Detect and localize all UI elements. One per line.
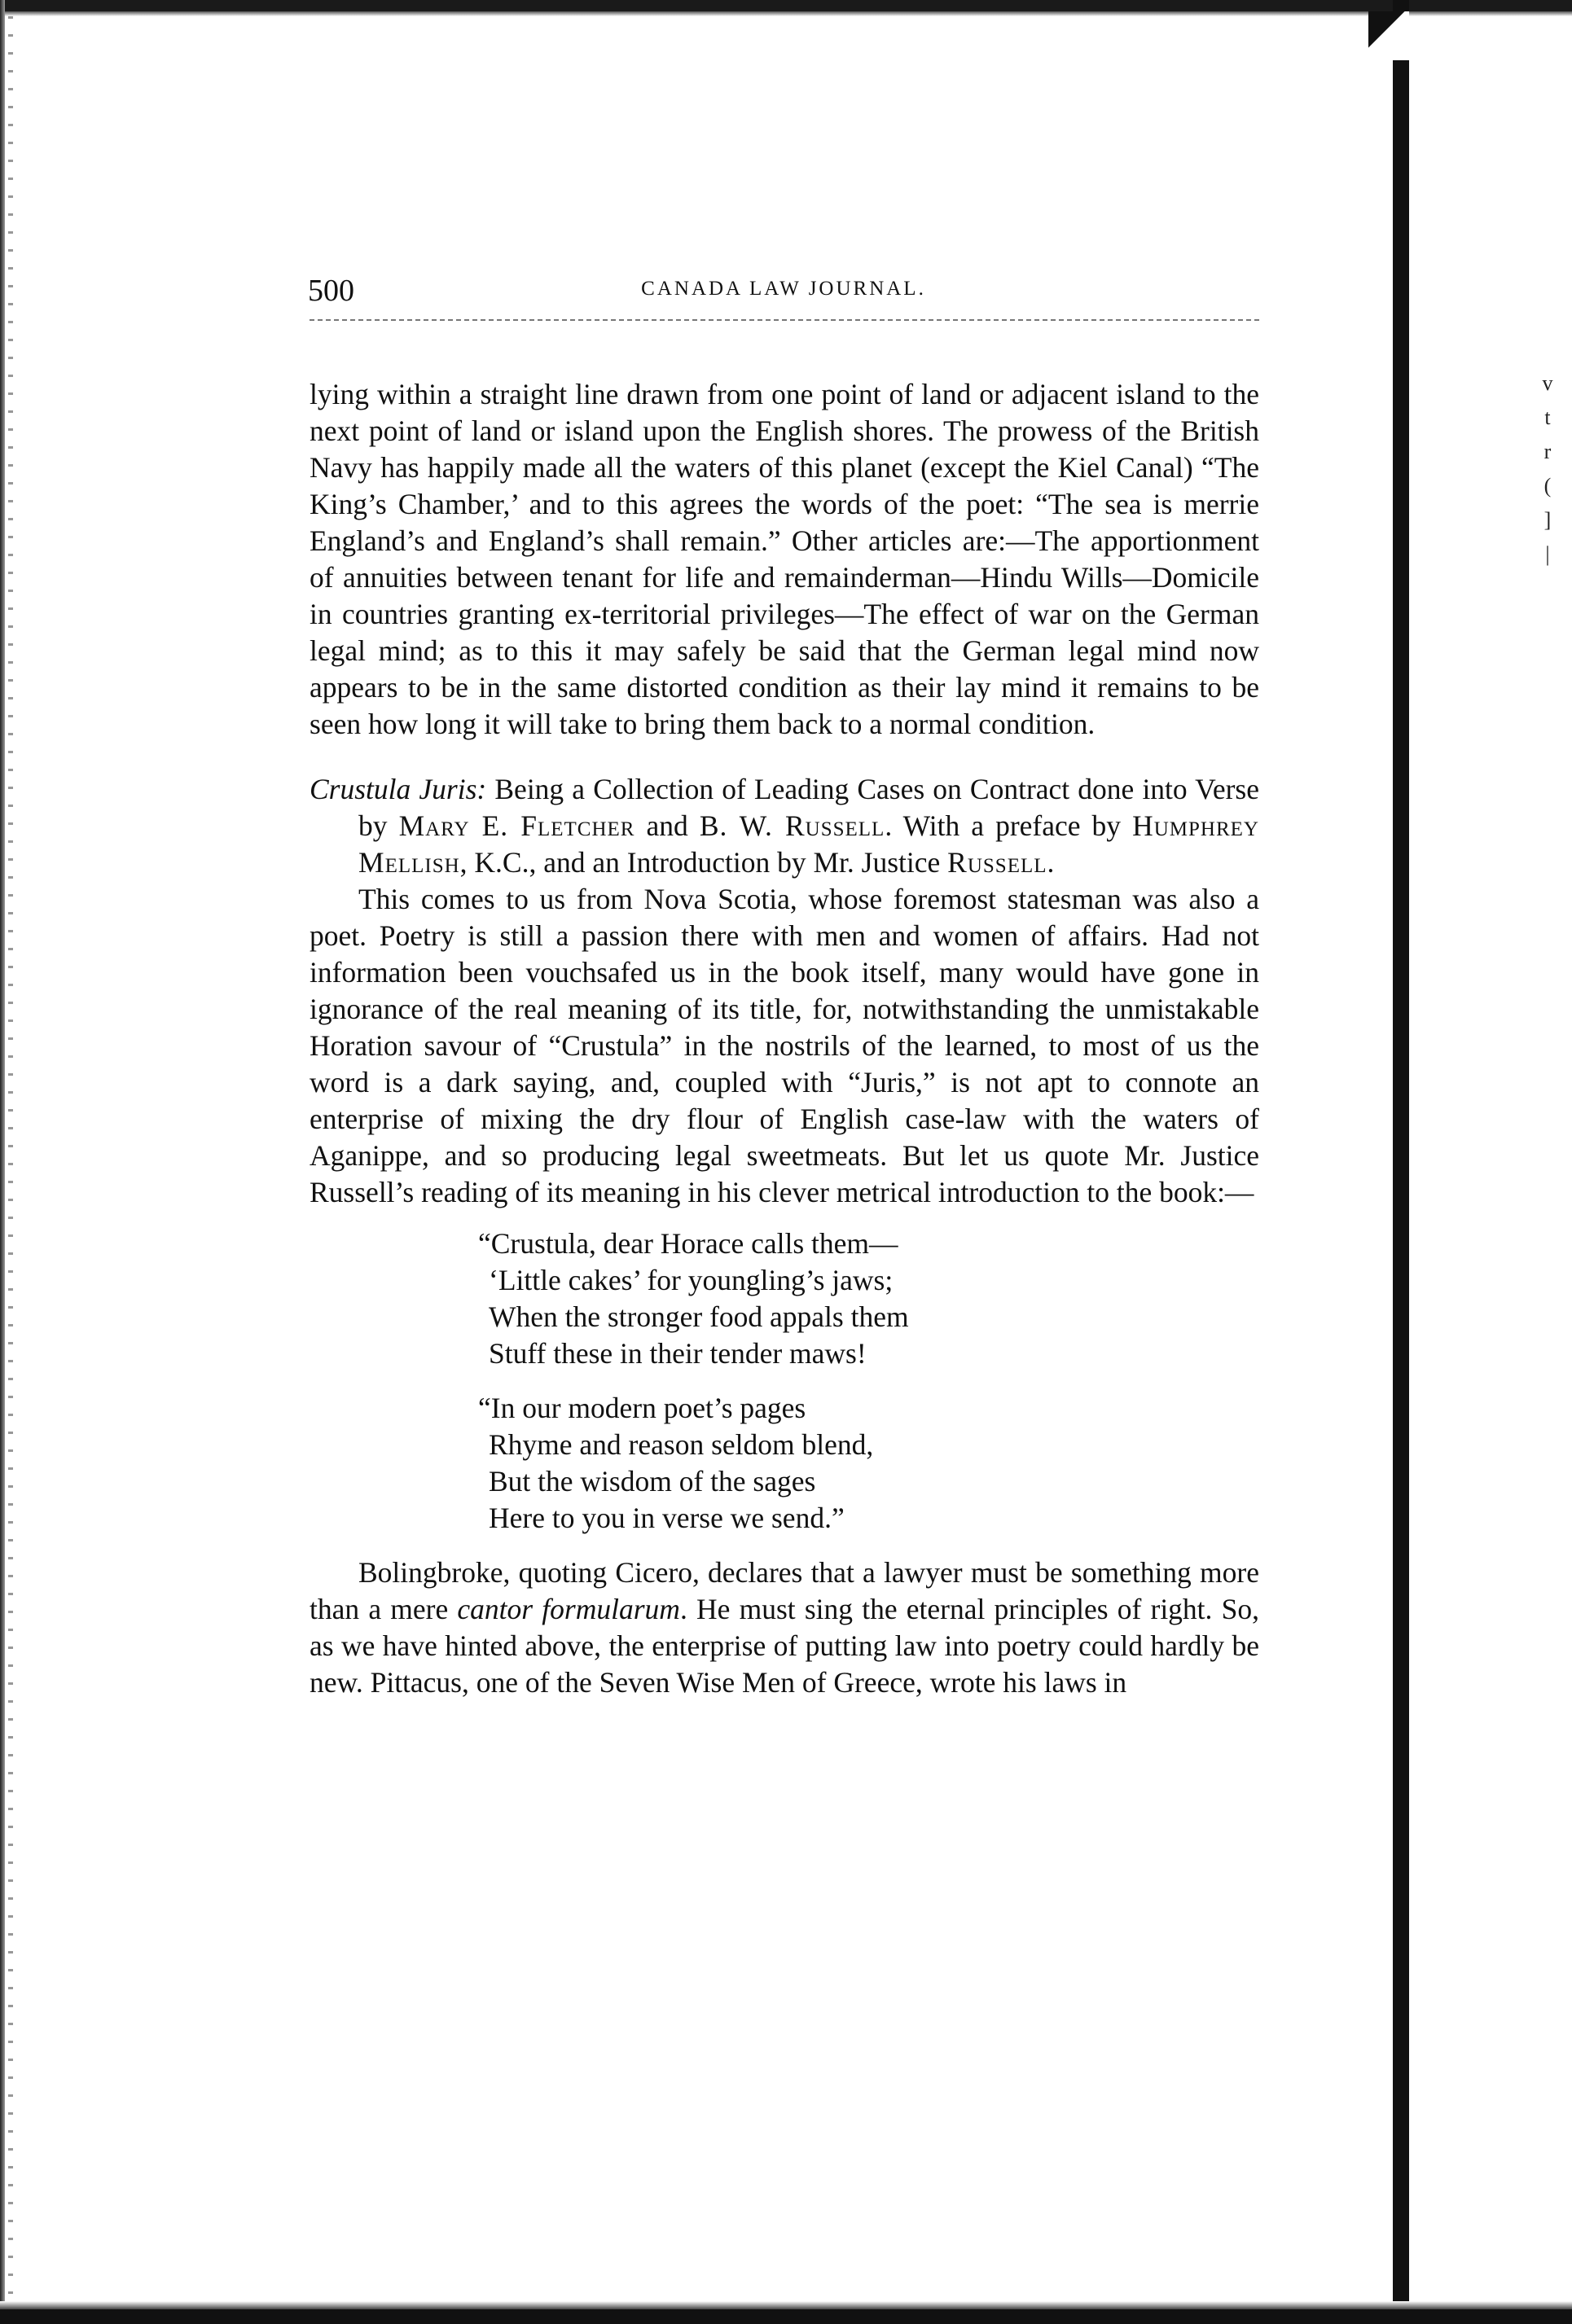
paragraph-continued: lying within a straight line drawn from one point of land or adjacent island to the next point of land or island upon the English shores. The prowess of the British Navy has happily made all the waters of this planet (except the Kiel Canal) “The King’s Chamber,’ and to this agrees the words of the poet: “The sea is merrie England’s and England’s shall remain.” Other articles are:—The apportionment of annuities between tenant for life and remainderman—Hindu Wills—Domicile in countries granting ex-territorial privileges—The effect of war on the German legal mind; as to this it may safely be said that the German legal mind now appears to be in the same distorted condition as their lay mind it remains to be seen how long it will take to bring them back to a normal condition. xyxy=(310,378,1259,740)
page-body xyxy=(310,376,1259,1701)
latin-phrase: cantor formularum xyxy=(457,1593,680,1625)
bleed-char: ( xyxy=(1543,474,1552,498)
page-number: 500 xyxy=(308,274,354,308)
bleed-char: r xyxy=(1543,440,1552,463)
scan-edge-bottom xyxy=(0,2309,1572,2324)
paragraph-text: . He must sing the eternal principles of right. So, as we have hinted above, the enterprise of putting law into poetry could hardly be new. Pittacus, one of the Seven Wise Men of Greece, wrote his laws in xyxy=(310,1593,1259,1699)
review-text: . With a preface by xyxy=(885,809,1133,842)
review-text: . xyxy=(1047,846,1055,879)
book-title: Crustula Juris: xyxy=(310,773,487,805)
book-review-heading xyxy=(310,771,1259,881)
poem-stanza xyxy=(478,1390,1259,1537)
poem-line: ‘Little cakes’ for youngling’s jaws; xyxy=(489,1264,894,1296)
scan-edge-left xyxy=(0,0,5,2324)
scan-edge-top-shadow xyxy=(0,11,1572,16)
poem-line: “In our modern poet’s pages xyxy=(478,1392,806,1424)
closing-paragraph xyxy=(310,1554,1259,1701)
poem-line: When the stronger food appals them xyxy=(489,1300,909,1333)
introduction-author: Russell xyxy=(947,846,1047,879)
review-text: , K.C., and an Introduction by Mr. Justice xyxy=(459,846,948,879)
poem-stanza xyxy=(478,1226,1259,1372)
review-text: and xyxy=(635,809,700,842)
author-name: Mary E. Fletcher xyxy=(398,809,635,842)
scan-edge-corner xyxy=(1368,11,1409,60)
bleed-char: ] xyxy=(1543,508,1552,532)
review-text: Being a Collection of Leading Cases on Contract done into Verse by xyxy=(358,773,1260,842)
poem-line: Rhyme and reason seldom blend, xyxy=(489,1428,874,1461)
facing-page-bleed xyxy=(1531,366,1564,572)
poem-line: But the wisdom of the sages xyxy=(489,1465,816,1497)
scan-edge-bottom-shadow xyxy=(0,2301,1572,2309)
page-header xyxy=(308,273,1259,314)
quoted-poem xyxy=(478,1226,1259,1537)
author-name: B. W. Russell xyxy=(699,809,885,842)
paragraph-text: Bolingbroke, quoting Cicero, declares that a lawyer must be something more than a mere xyxy=(310,1556,1259,1625)
bleed-char: | xyxy=(1545,542,1550,566)
bleed-char: t xyxy=(1544,406,1551,429)
running-title: CANADA LAW JOURNAL. xyxy=(641,278,926,300)
scan-edge-right xyxy=(1393,0,1409,2324)
bleed-char: v xyxy=(1542,371,1553,395)
header-rule xyxy=(310,319,1259,321)
poem-line: “Crustula, dear Horace calls them— xyxy=(478,1227,898,1260)
scan-edge-left-marks xyxy=(8,16,13,2296)
poem-line: Stuff these in their tender maws! xyxy=(489,1337,867,1370)
scan-edge-top xyxy=(0,0,1572,11)
preface-author: Humphrey Mellish xyxy=(358,809,1259,879)
review-paragraph: This comes to us from Nova Scotia, whose foremost statesman was also a poet. Poetry is still a passion there with men and women of affairs. Had not information been vouchsafed us in the book itself, many would have gone in ignorance of the real meaning of its title, for, notwithstanding the unmistakable Horation savour of “Crustula” in the nostrils of the learned, to most of us the word is a dark saying, and, coupled with “Juris,” is not apt to connote an enterprise of mixing the dry flour of English case-law with the waters of Aganippe, and so producing legal sweetmeats. But let us quote Mr. Justice Russell’s reading of its meaning in his clever metrical introduction to the book:— xyxy=(310,883,1259,1208)
poem-line: Here to you in verse we send.” xyxy=(489,1502,845,1534)
